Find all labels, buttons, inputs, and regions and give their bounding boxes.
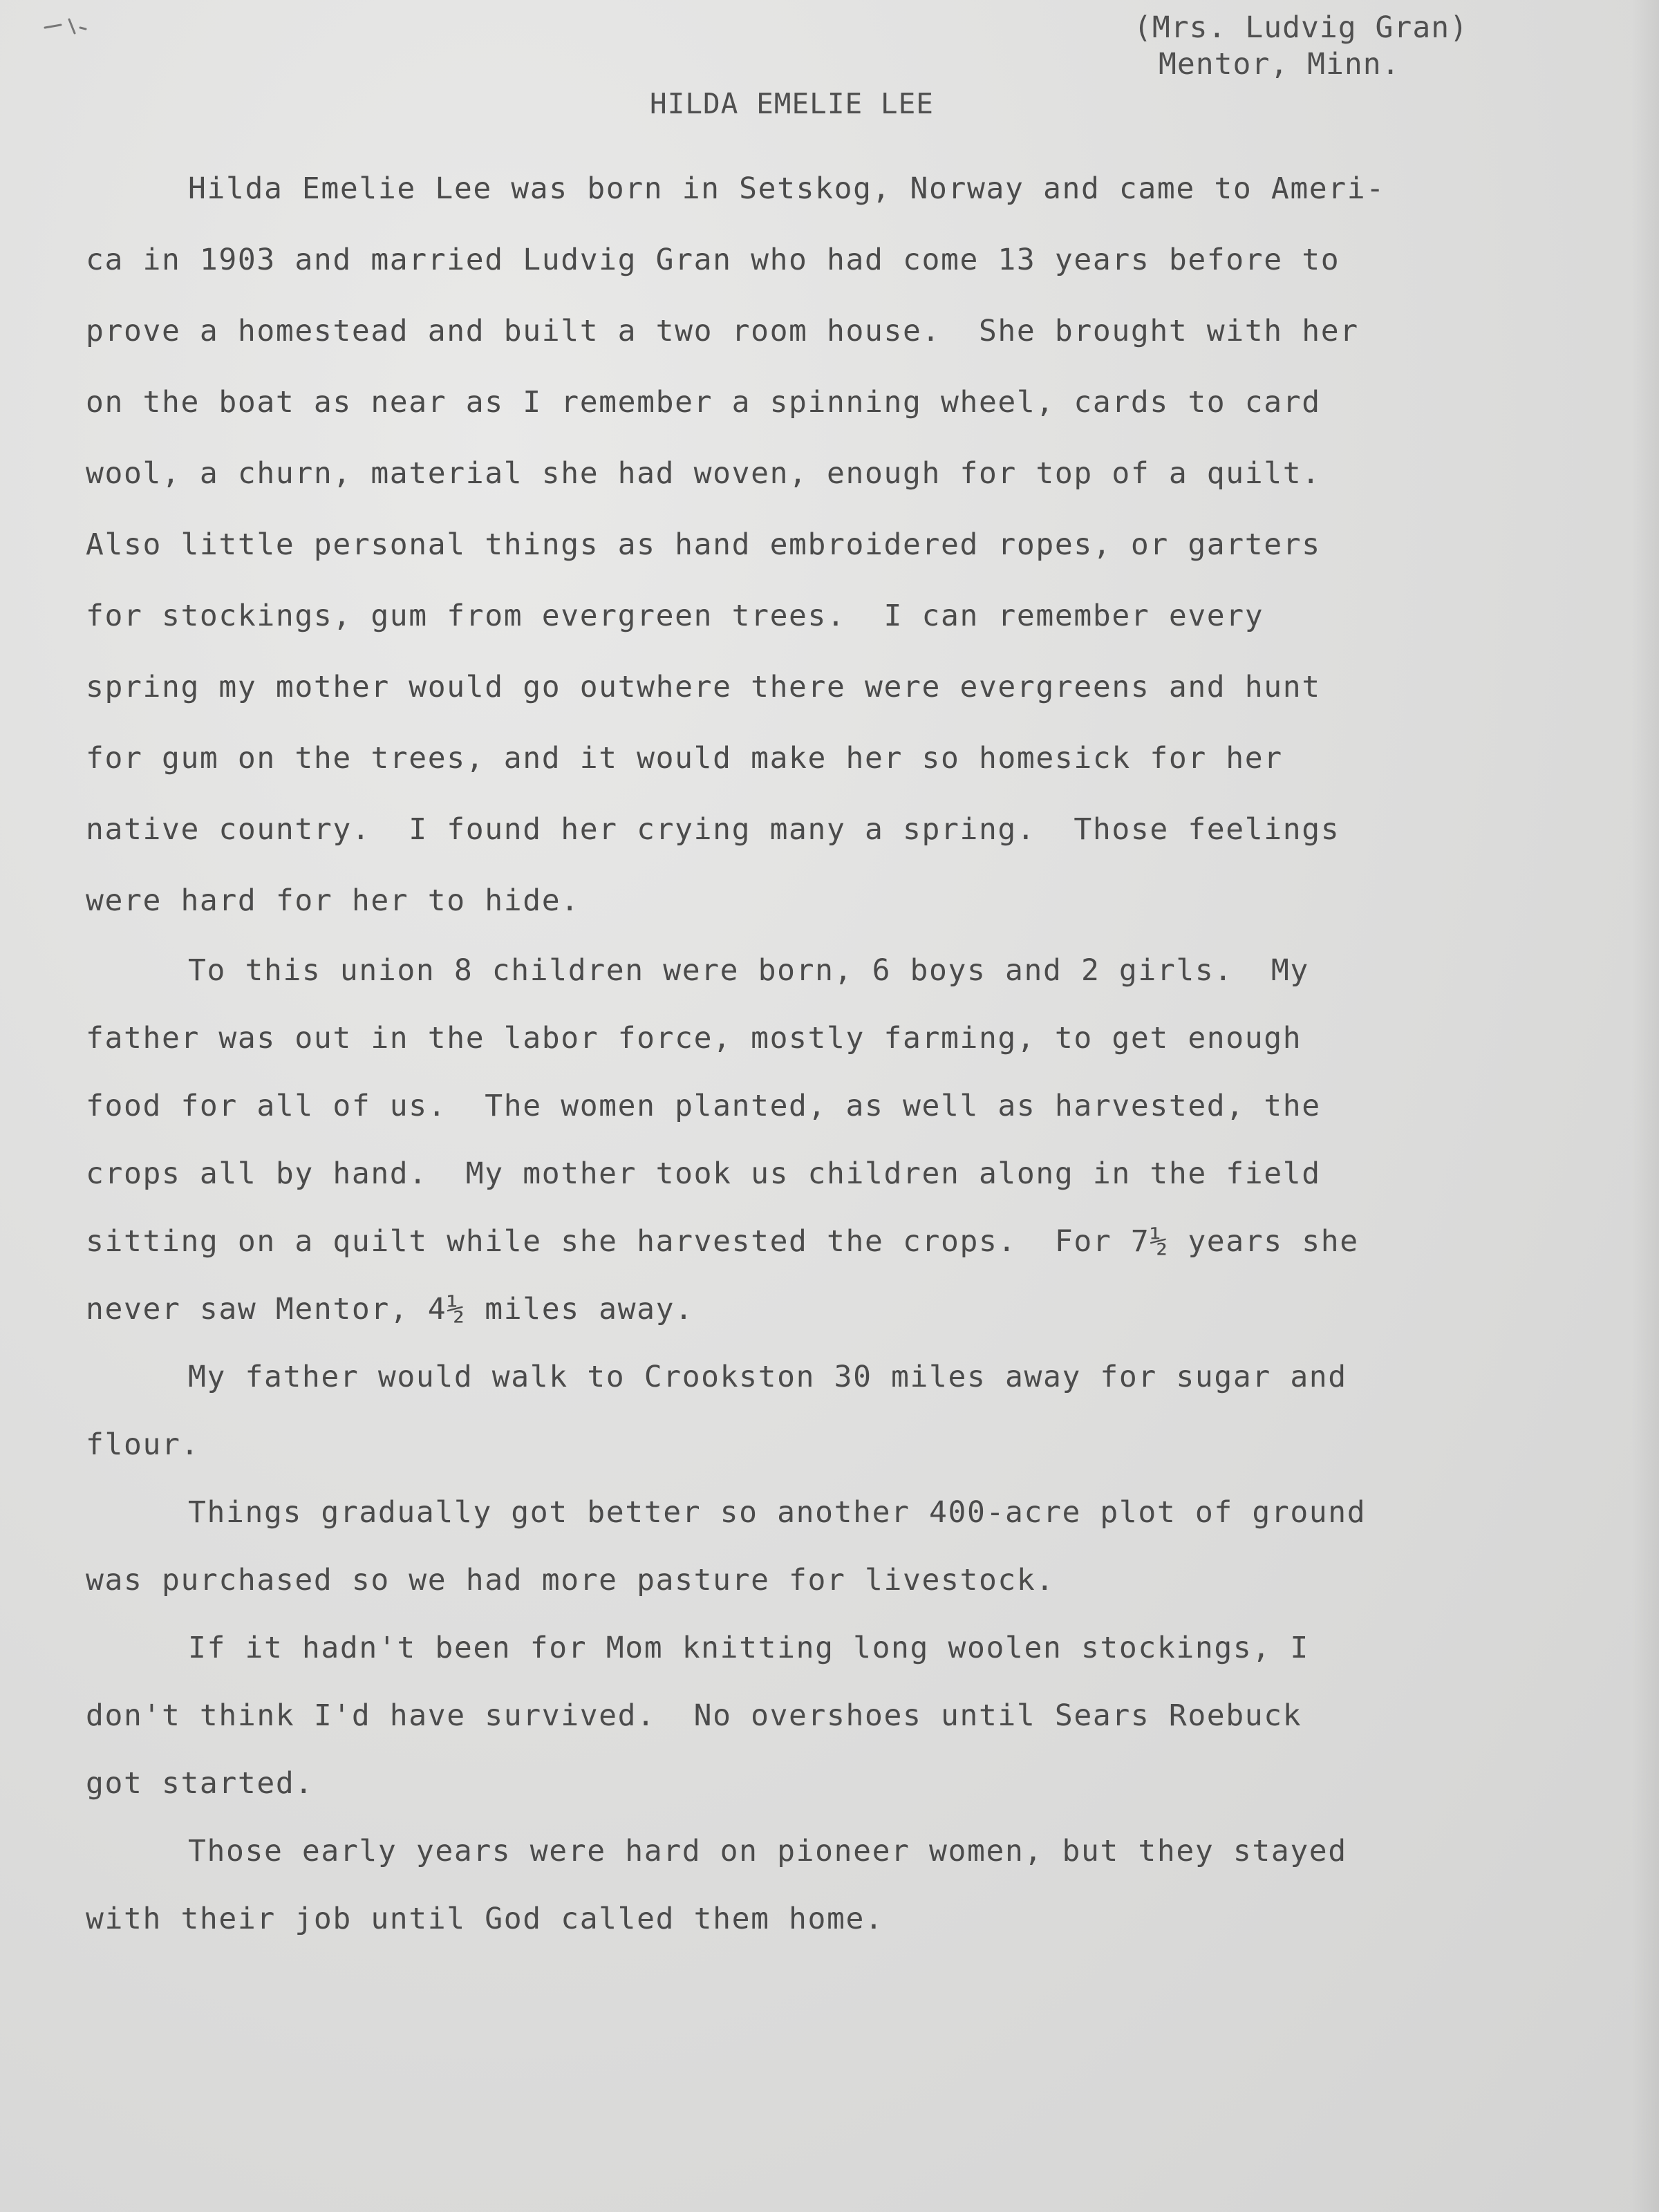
author-name: (Mrs. Ludvig Gran) — [1134, 10, 1468, 45]
document-body — [86, 153, 1530, 1953]
text-line: sitting on a quilt while she harvested the crops. For 7½ years she — [86, 1224, 1359, 1259]
text-line: on the boat as near as I remember a spinning wheel, cards to card — [86, 385, 1321, 420]
text-line: Also little personal things as hand embroidered ropes, or garters — [86, 527, 1321, 562]
text-line: spring my mother would go outwhere there were evergreens and hunt — [86, 670, 1321, 704]
text-line: don't think I'd have survived. No overshoes until Sears Roebuck — [86, 1698, 1302, 1733]
text-line: crops all by hand. My mother took us children along in the field — [86, 1156, 1321, 1191]
page-title: HILDA EMELIE LEE — [650, 87, 934, 120]
text-line: Things gradually got better so another 400-acre plot of ground — [188, 1495, 1367, 1530]
text-line: father was out in the labor force, mostly farming, to get enough — [86, 1021, 1302, 1056]
text-line: To this union 8 children were born, 6 boys and 2 girls. My — [188, 953, 1309, 988]
text-line: got started. — [86, 1766, 314, 1801]
text-line: never saw Mentor, 4½ miles away. — [86, 1292, 694, 1327]
text-line: for stockings, gum from evergreen trees. I can remember every — [86, 599, 1264, 633]
text-line: wool, a churn, material she had woven, enough for top of a quilt. — [86, 456, 1321, 491]
text-line: Hilda Emelie Lee was born in Setskog, Norway and came to Ameri- — [188, 171, 1385, 206]
text-line: was purchased so we had more pasture for livestock. — [86, 1563, 1055, 1597]
text-line: Those early years were hard on pioneer women, but they stayed — [188, 1834, 1347, 1868]
ink-smudge-mark — [41, 12, 90, 40]
text-line: ca in 1903 and married Ludvig Gran who had come 13 years before to — [86, 243, 1340, 277]
page-edge-shadow — [1631, 0, 1659, 2212]
text-line: were hard for her to hide. — [86, 883, 580, 918]
text-line: If it hadn't been for Mom knitting long woolen stockings, I — [188, 1631, 1309, 1665]
text-line: My father would walk to Crookston 30 miles away for sugar and — [188, 1360, 1347, 1394]
author-block — [1134, 10, 1468, 83]
text-line: native country. I found her crying many a spring. Those feelings — [86, 812, 1340, 847]
text-line: with their job until God called them home. — [86, 1902, 884, 1936]
text-line: prove a homestead and built a two room house. She brought with her — [86, 314, 1359, 348]
text-line: for gum on the trees, and it would make her so homesick for her — [86, 741, 1283, 776]
text-line: flour. — [86, 1427, 200, 1462]
text-line: food for all of us. The women planted, as well as harvested, the — [86, 1089, 1321, 1123]
author-location: Mentor, Minn. — [1159, 47, 1400, 82]
